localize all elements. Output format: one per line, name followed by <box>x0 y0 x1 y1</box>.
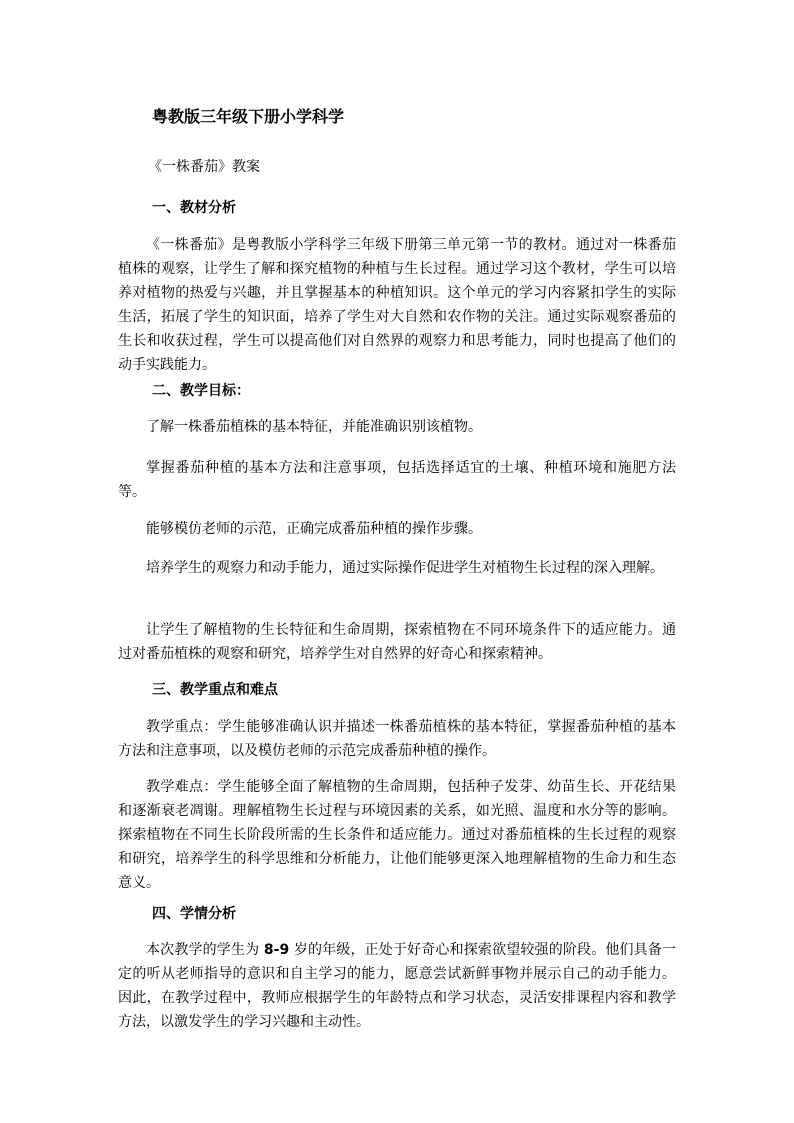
section-heading-learner-analysis: 四、学情分析 <box>152 906 236 922</box>
learner-text-after: 岁的年级，正处于好奇心和探索欲望较强的阶段。他们具备一定的听从老师指导的意识和自主学习的能力，愿意尝试新鲜事物并展示自己的动手能力。因此，在教学过程中，教师应根据学生的年龄特点和学习状态，灵活安排课程内容和教学方法，以激发学生的学习兴趣和主动性。 <box>118 942 676 1030</box>
document-title: 粤教版三年级下册小学科学 <box>152 107 345 126</box>
paragraph-goal-2: 掌握番茄种植的基本方法和注意事项，包括选择适宜的土壤、种植环境和施肥方法等。 <box>118 460 676 500</box>
paragraph-goal-4: 培养学生的观察力和动手能力，通过实际操作促进学生对植物生长过程的深入理解。 <box>146 560 664 576</box>
document-subtitle: 《一株番茄》教案 <box>148 159 260 175</box>
student-age-range: 8-9 <box>263 942 290 958</box>
section-heading-textbook-analysis: 一、教材分析 <box>152 200 236 216</box>
paragraph-textbook-analysis: 《一株番茄》是粤教版小学科学三年级下册第三单元第一节的教材。通过对一株番茄植株的观察，让学生了解和探究植物的种植与生长过程。通过学习这个教材，学生可以培养对植物的热爱与兴趣，并且掌握基本的种植知识。这个单元的学习内容紧扣学生的实际生活，拓展了学生的知识面，培养了学生对大自然和农作物的关注。通过实际观察番茄的生长和收获过程，学生可以提高他们对自然界的观察力和思考能力，同时也提高了他们的动手实践能力。 <box>118 237 676 373</box>
paragraph-difficulty: 教学难点：学生能够全面了解植物的生命周期，包括种子发芽、幼苗生长、开花结果和逐渐衰老凋谢。理解植物生长过程与环境因素的关系，如光照、温度和水分等的影响。探索植物在不同生长阶段所需的生长条件和适应能力。通过对番茄植株的生长过程的观察和研究，培养学生的科学思维和分析能力，让他们能够更深入地理解植物的生命力和生态意义。 <box>118 779 676 891</box>
paragraph-goal-1: 了解一株番茄植株的基本特征，并能准确识别该植物。 <box>146 419 482 435</box>
section-heading-teaching-goals: 二、教学目标： <box>152 383 250 399</box>
section-heading-key-points: 三、教学重点和难点 <box>152 682 278 698</box>
paragraph-goal-5: 让学生了解植物的生长特征和生命周期，探索植物在不同环境条件下的适应能力。通过对番茄植株的观察和研究，培养学生对自然界的好奇心和探索精神。 <box>118 622 676 662</box>
paragraph-goal-3: 能够模仿老师的示范，正确完成番茄种植的操作步骤。 <box>146 521 482 537</box>
paragraph-key-point: 教学重点：学生能够准确认识并描述一株番茄植株的基本特征，掌握番茄种植的基本方法和注意事项，以及模仿老师的示范完成番茄种植的操作。 <box>118 719 676 759</box>
paragraph-learner-analysis <box>118 938 676 1034</box>
learner-text-before: 本次教学的学生为 <box>146 942 264 958</box>
